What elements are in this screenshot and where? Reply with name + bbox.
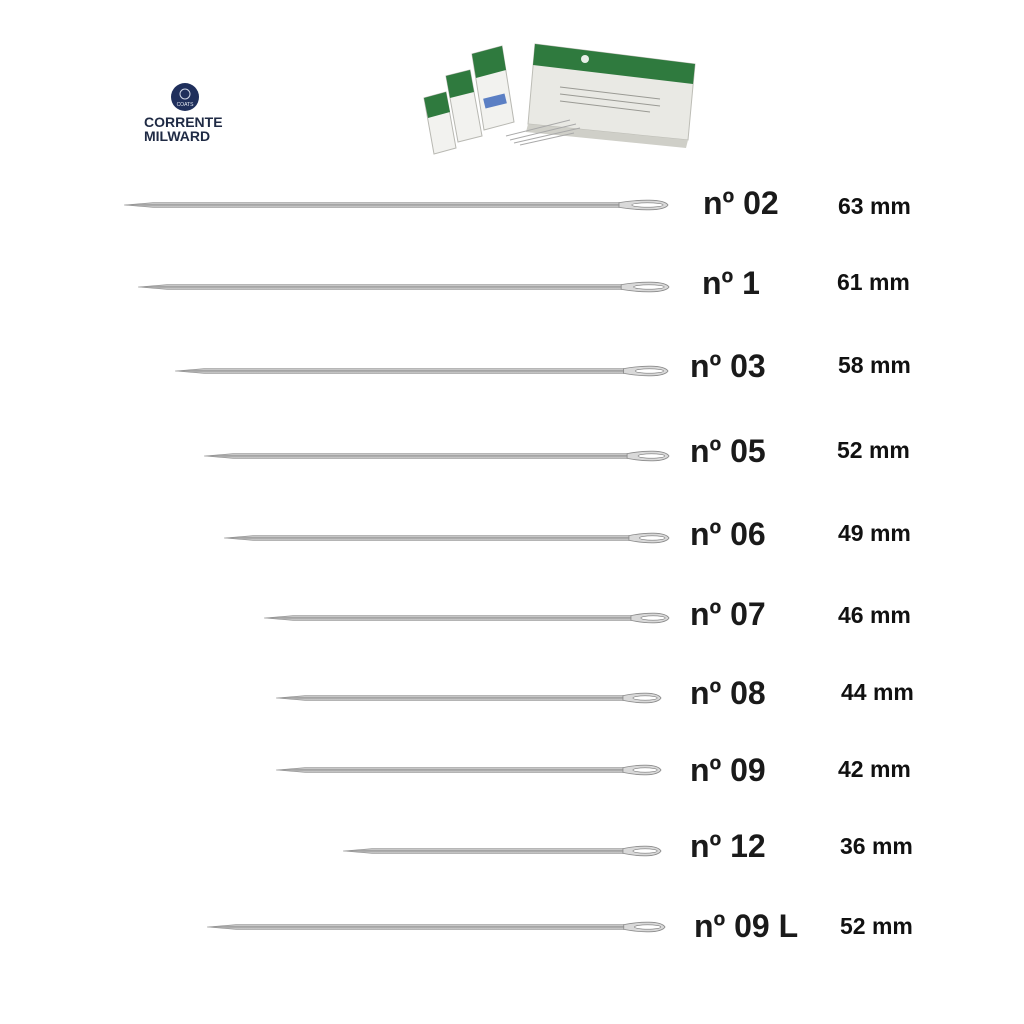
needle <box>276 693 661 703</box>
needle-shaft <box>138 285 621 290</box>
needle-shaft <box>224 536 629 541</box>
needle-length-label: 36 mm <box>840 833 913 859</box>
brand-line-1: CORRENTE <box>144 114 223 130</box>
needle-eye-hole <box>635 369 663 373</box>
coats-emblem-text: COATS <box>176 102 194 108</box>
needle-eye-hole <box>634 285 665 289</box>
needle-length-label: 52 mm <box>840 913 913 939</box>
needle-size-label: nº 06 <box>690 516 766 552</box>
needle-eye-hole <box>641 616 665 620</box>
needle-size-label: nº 09 L <box>694 908 799 944</box>
needle-length-label: 42 mm <box>838 756 911 782</box>
needle-eye-hole <box>633 696 657 700</box>
needle <box>175 366 668 376</box>
needle-length-label: 63 mm <box>838 193 911 219</box>
needle-eye-hole <box>634 925 660 929</box>
needle-shaft <box>343 849 623 854</box>
needle-shaft <box>264 616 631 621</box>
needle-size-label: nº 05 <box>690 433 766 469</box>
needle <box>207 922 665 932</box>
needle-length-label: 58 mm <box>838 352 911 378</box>
needle-eye-hole <box>632 203 663 207</box>
needle-size-label: nº 03 <box>690 348 766 384</box>
needle-length-label: 46 mm <box>838 602 911 628</box>
needle <box>204 451 669 461</box>
needle <box>276 765 661 775</box>
needle-shaft <box>207 925 624 930</box>
needle-length-label: 61 mm <box>837 269 910 295</box>
needle-size-label: nº 07 <box>690 596 766 632</box>
needle-shaft <box>175 369 624 374</box>
needle-eye-hole <box>638 454 665 458</box>
needle-length-label: 52 mm <box>837 437 910 463</box>
needle-size-label: nº 1 <box>702 265 760 301</box>
needle-eye-hole <box>633 768 657 772</box>
needle-eye-hole <box>639 536 665 540</box>
needle-size-label: nº 02 <box>703 185 779 221</box>
needle-size-label: nº 08 <box>690 675 766 711</box>
needle-length-label: 44 mm <box>841 679 914 705</box>
needle-shaft <box>276 696 623 701</box>
needle-shaft <box>204 454 627 459</box>
needle <box>264 613 669 623</box>
needle-shaft <box>276 768 623 773</box>
needle-size-label: nº 12 <box>690 828 766 864</box>
needle-shaft <box>124 203 619 208</box>
needle <box>124 200 668 210</box>
needle <box>138 282 669 292</box>
brand-line-2: MILWARD <box>144 128 211 144</box>
needle <box>224 533 669 543</box>
needle-length-label: 49 mm <box>838 520 911 546</box>
needle-eye-hole <box>633 849 657 853</box>
needle-size-label: nº 09 <box>690 752 766 788</box>
needle <box>343 846 661 856</box>
